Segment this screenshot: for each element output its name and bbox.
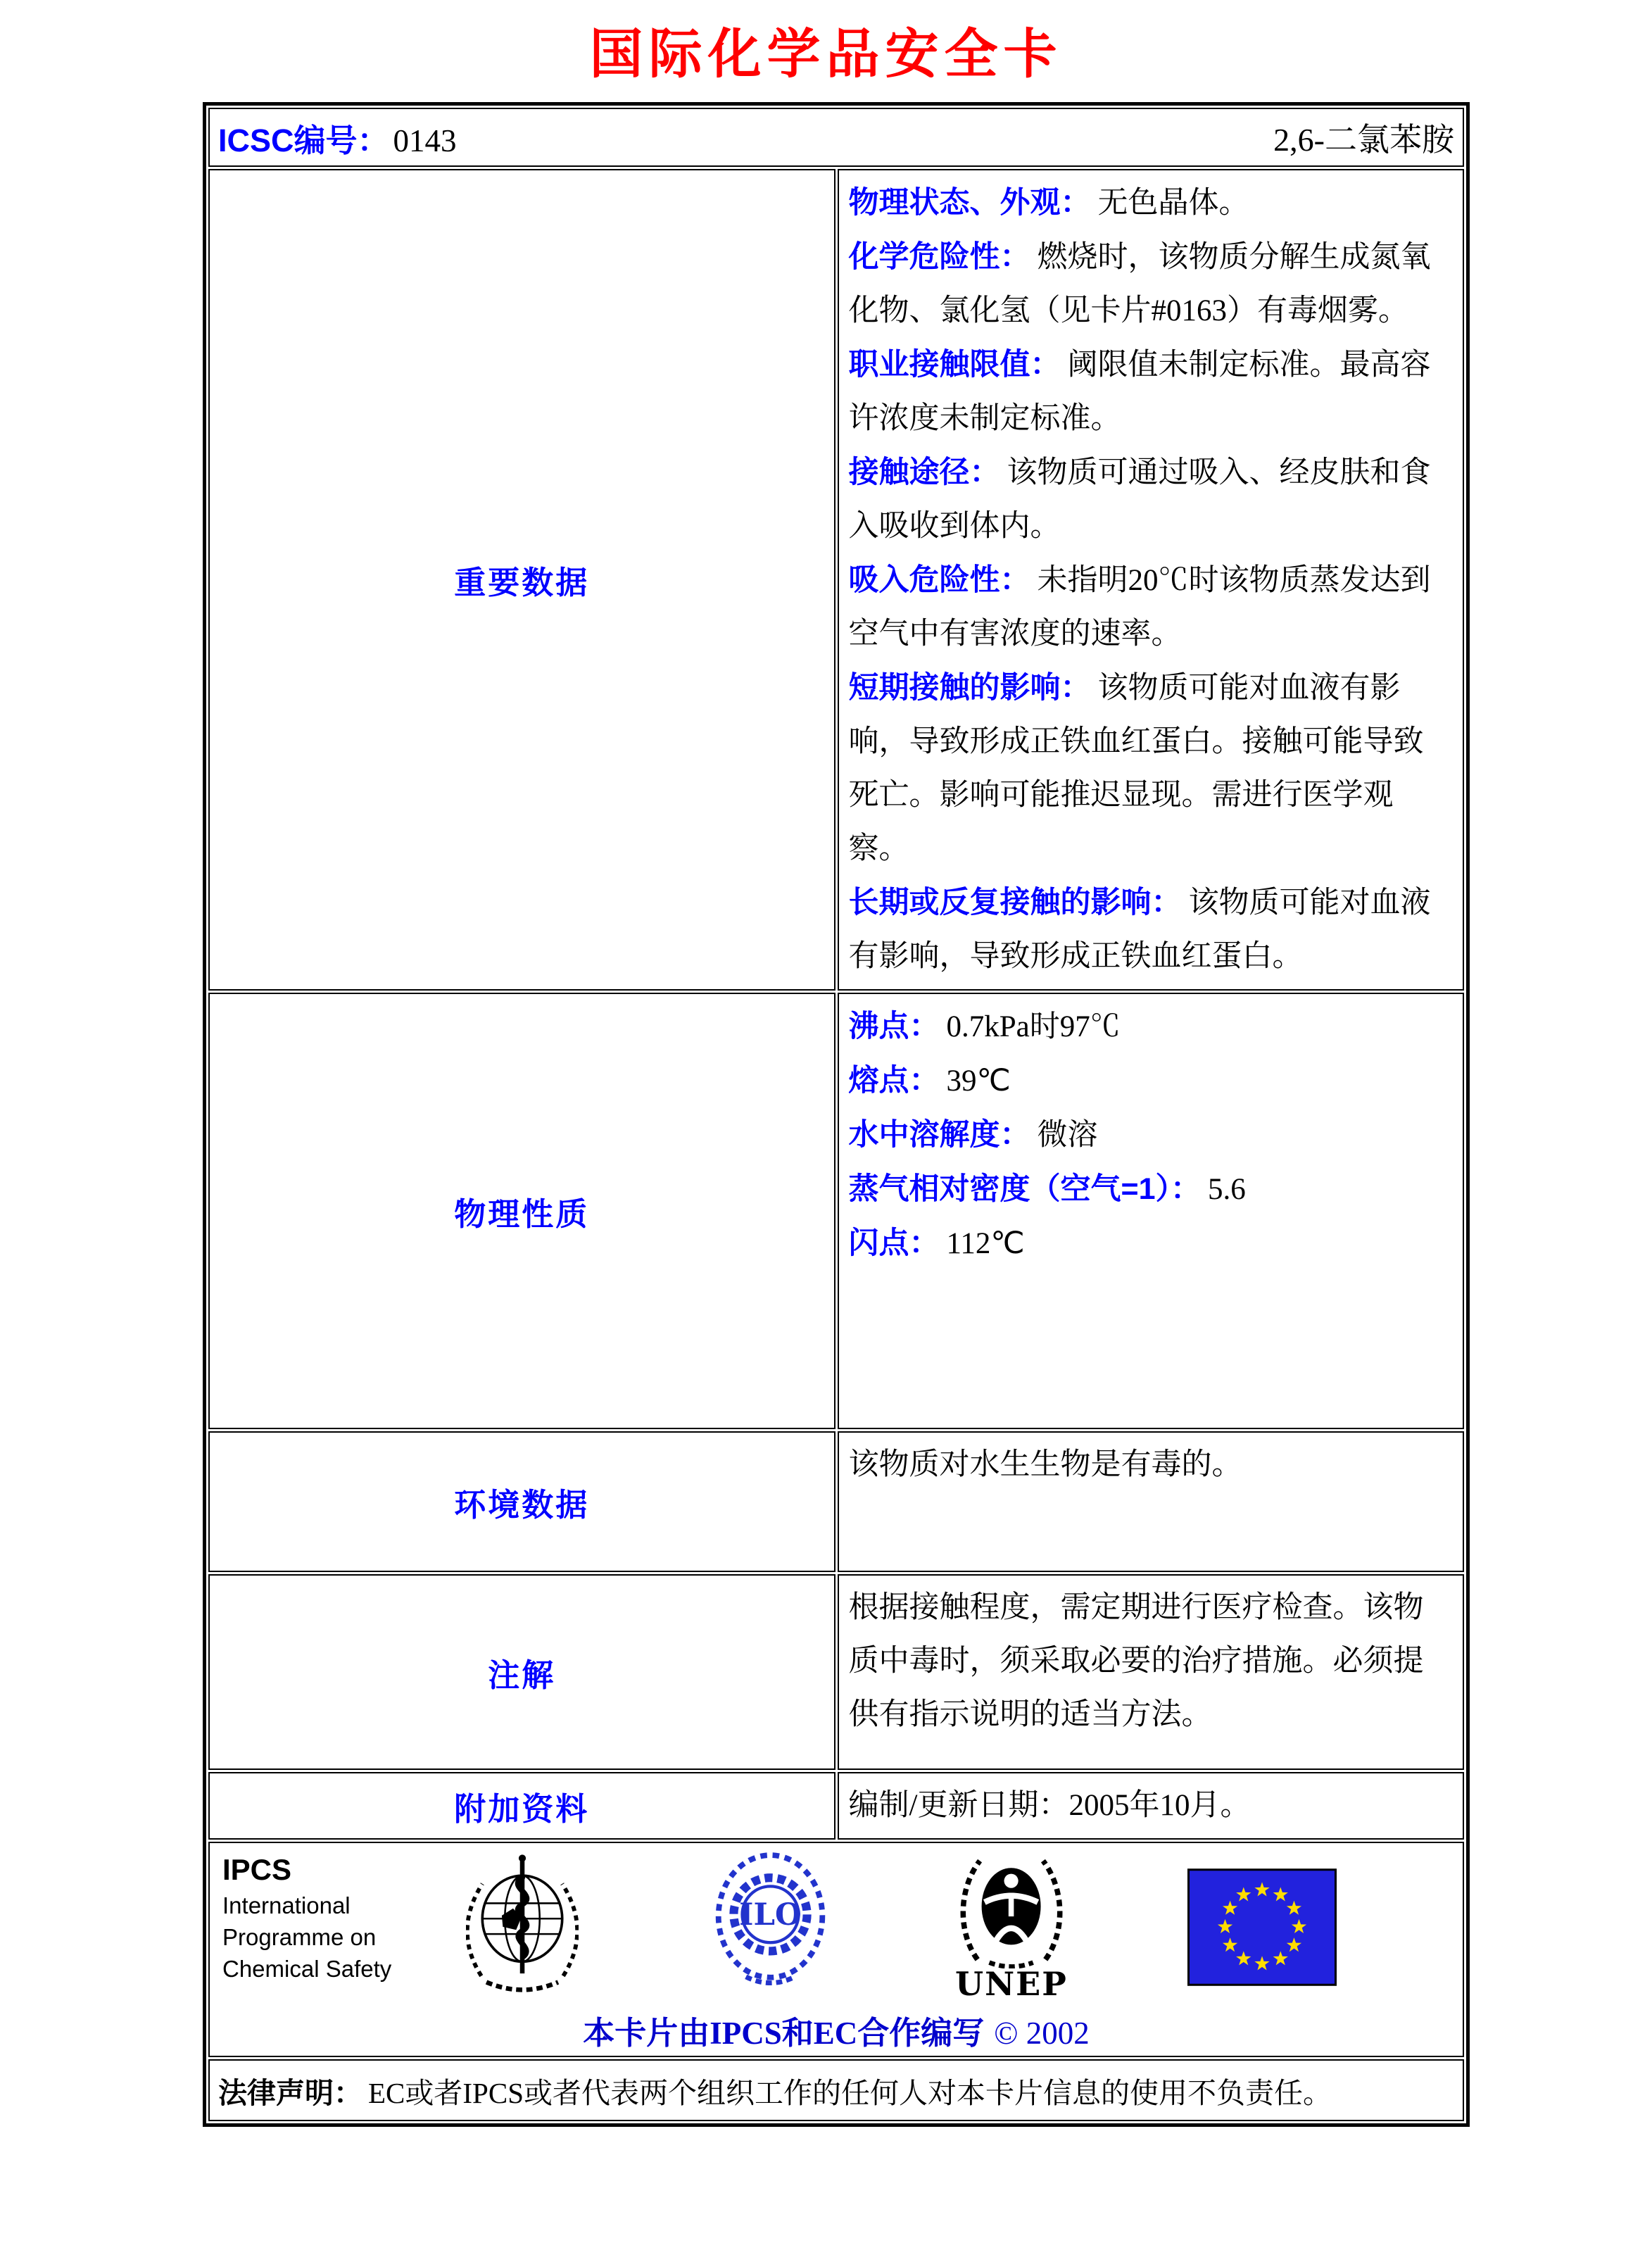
section-content-environment: [838, 1431, 1465, 1572]
section-row-important: [208, 169, 1464, 991]
unep-label: UNEP: [955, 1965, 1068, 2003]
field-label: 闪点：: [848, 1226, 940, 1260]
section-label-additional: 附加资料: [208, 1772, 836, 1840]
unep-block: [955, 1850, 1068, 2003]
field-line: [849, 553, 1454, 661]
section-label-environment: 环境数据: [208, 1431, 836, 1572]
field-value: 该物质可能对血液有影响，导致形成正铁血红蛋白。接触可能导致死亡。影响可能推迟显现。需进行医学观察。: [848, 672, 1424, 865]
ilo-letters: ILO: [739, 1897, 802, 1933]
legal-row: [208, 2059, 1464, 2121]
field-value: 微溶: [1037, 1119, 1098, 1152]
field-label: 短期接触的影响：: [848, 671, 1091, 705]
who-logo-icon: [466, 1853, 579, 1997]
field-value: 燃烧时，该物质分解生成氮氧化物、氯化氢（见卡片#0163）有毒烟雾。: [848, 241, 1431, 327]
field-line: [849, 1217, 1454, 1271]
field-line: [849, 1162, 1454, 1217]
field-line: [849, 446, 1454, 553]
field-value: 该物质对水生生物是有毒的。: [848, 1448, 1242, 1481]
field-line: [849, 661, 1454, 876]
field-label: 蒸气相对密度（空气=1）：: [848, 1172, 1202, 1206]
logos-cell: [208, 1842, 1464, 2057]
field-value: 阈限值未制定标准。最高容许浓度未制定标准。: [848, 348, 1431, 435]
ipcs-subtitle-line2: Programme on: [222, 1924, 377, 1950]
section-row-additional: [208, 1772, 1464, 1840]
field-line: [849, 338, 1454, 446]
field-line: [849, 230, 1454, 338]
field-value: 0.7kPa时97℃: [946, 1010, 1121, 1043]
eu-flag-icon: [1187, 1868, 1337, 1986]
field-label: 物理状态、外观：: [848, 186, 1091, 220]
section-label-notes: 注解: [208, 1574, 836, 1770]
icsc-card-table: [203, 102, 1470, 2127]
field-label: 职业接触限值：: [848, 348, 1061, 382]
field-label: 吸入危险性：: [848, 563, 1030, 597]
icsc-number-value: 0143: [393, 122, 457, 158]
header-row: [208, 108, 1464, 167]
logos-row: [208, 1842, 1464, 2057]
field-line: [849, 1438, 1454, 1492]
ipcs-block: [222, 1850, 398, 1985]
field-line: [849, 1779, 1454, 1833]
section-row-physical: [208, 993, 1464, 1429]
section-content-notes: [838, 1574, 1465, 1770]
icsc-number-label: ICSC编号：: [218, 122, 389, 158]
section-content-important: [838, 169, 1465, 991]
header-cell: [208, 108, 1464, 167]
unep-logo-icon: [959, 1850, 1064, 1968]
field-line: [849, 1581, 1454, 1742]
legal-text: EC或者IPCS或者代表两个组织工作的任何人对本卡片信息的使用不负责任。: [368, 2076, 1332, 2109]
ipcs-subtitle-line3: Chemical Safety: [222, 1956, 392, 1982]
page-title: 国际化学品安全卡: [589, 23, 1063, 85]
copyright-text: © 2002: [994, 2016, 1090, 2051]
field-line: [849, 876, 1454, 984]
field-value: 112℃: [946, 1227, 1025, 1260]
section-content-physical: [838, 993, 1465, 1429]
field-value: 39℃: [946, 1064, 1011, 1098]
section-label-important: 重要数据: [208, 169, 836, 991]
field-line: [849, 1054, 1454, 1108]
field-value: 无色晶体。: [1097, 187, 1249, 220]
field-label: 接触途径：: [848, 455, 1000, 489]
section-label-physical: 物理性质: [208, 993, 836, 1429]
section-row-notes: [208, 1574, 1464, 1770]
field-label: 化学危险性：: [848, 240, 1030, 274]
field-label: 沸点：: [848, 1010, 940, 1043]
field-label: 长期或反复接触的影响：: [848, 886, 1182, 919]
field-label: 熔点：: [848, 1064, 940, 1098]
field-label: 水中溶解度：: [848, 1118, 1030, 1152]
icsc-number: [218, 115, 457, 161]
field-value: 编制/更新日期：2005年10月。: [848, 1789, 1251, 1822]
ipcs-title: IPCS: [222, 1853, 292, 1886]
ilo-logo-icon: [712, 1850, 828, 1991]
field-value: 该物质可通过吸入、经皮肤和食入吸收到体内。: [848, 456, 1431, 543]
field-value: 该物质可能对血液有影响，导致形成正铁血红蛋白。: [848, 886, 1431, 973]
field-value: 根据接触程度，需定期进行医疗检查。该物质中毒时，须采取必要的治疗措施。必须提供有指示说明的适当方法。: [848, 1591, 1424, 1731]
ipcs-subtitle-line1: International: [222, 1892, 351, 1918]
section-content-additional: [838, 1772, 1465, 1840]
field-value: 未指明20℃时该物质蒸发达到空气中有害浓度的速率。: [848, 564, 1431, 651]
field-line: [849, 176, 1454, 230]
cooperation-caption: [218, 2007, 1454, 2053]
section-row-environment: [208, 1431, 1464, 1572]
field-line: [849, 1000, 1454, 1054]
caption-text: 本卡片由IPCS和EC合作编写: [583, 2016, 985, 2051]
field-value: 5.6: [1208, 1173, 1246, 1206]
legal-label: 法律声明：: [218, 2076, 362, 2109]
chemical-name: 2,6-二氯苯胺: [1273, 122, 1454, 158]
legal-cell: [208, 2059, 1464, 2121]
field-line: [849, 1108, 1454, 1162]
